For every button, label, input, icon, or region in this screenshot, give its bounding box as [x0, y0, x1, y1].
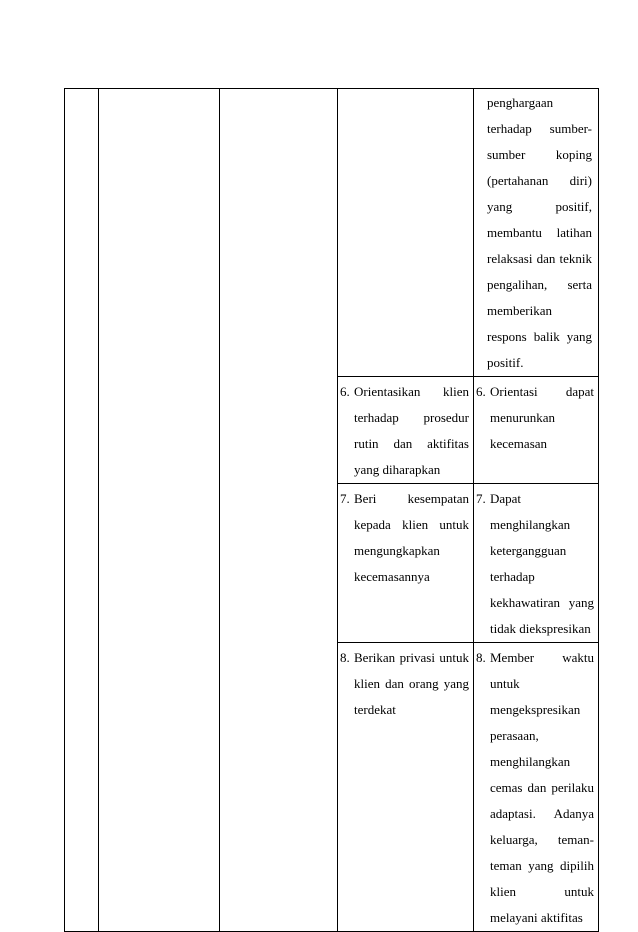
intervention-cell [338, 377, 474, 484]
rationale-cell [474, 643, 599, 932]
rationale-cell [474, 377, 599, 484]
intervention-cell [338, 484, 474, 643]
rationale-cell [474, 89, 599, 377]
rationale-text: Orientasi dapat menurunkan kecemasan [490, 384, 594, 451]
number-column-cell [65, 89, 99, 932]
rationale-item [474, 377, 598, 457]
intervention-item [338, 377, 473, 483]
rationale-text: Member waktu untuk mengekspresikan perasaan, menghilangkan cemas dan perilaku adaptasi. Adanya keluarga, teman-teman yang dipilih klien untuk melayani aktifitas [490, 650, 594, 925]
table-row [65, 89, 599, 377]
intervention-number: 6. [340, 384, 350, 399]
diagnosis-column-cell [99, 89, 220, 932]
intervention-number: 7. [340, 491, 350, 506]
nursing-care-plan-table [64, 88, 599, 932]
rationale-number: 6. [476, 384, 486, 399]
rationale-continuation-text: penghargaan terhadap sumber-sumber koping (pertahanan diri) yang positif, membantu latihan relaksasi dan teknik pengalihan, serta memberikan respons balik yang positif. [487, 95, 592, 370]
intervention-cell [338, 643, 474, 932]
intervention-text: Berikan privasi untuk klien dan orang yang terdekat [354, 650, 469, 717]
intervention-item [338, 484, 473, 590]
rationale-item [474, 484, 598, 642]
rationale-cell [474, 484, 599, 643]
intervention-item [338, 643, 473, 723]
intervention-number: 8. [340, 650, 350, 665]
rationale-text: Dapat menghilangkan ketergangguan terhadap kekhawatiran yang tidak diekspresikan [490, 491, 594, 636]
rationale-item [474, 643, 598, 931]
rationale-number: 7. [476, 491, 486, 506]
intervention-text: Orientasikan klien terhadap prosedur rutin dan aktifitas yang diharapkan [354, 384, 469, 477]
intervention-cell [338, 89, 474, 377]
rationale-number: 8. [476, 650, 486, 665]
goal-column-cell [220, 89, 338, 932]
intervention-text: Beri kesempatan kepada klien untuk mengungkapkan kecemasannya [354, 491, 469, 584]
